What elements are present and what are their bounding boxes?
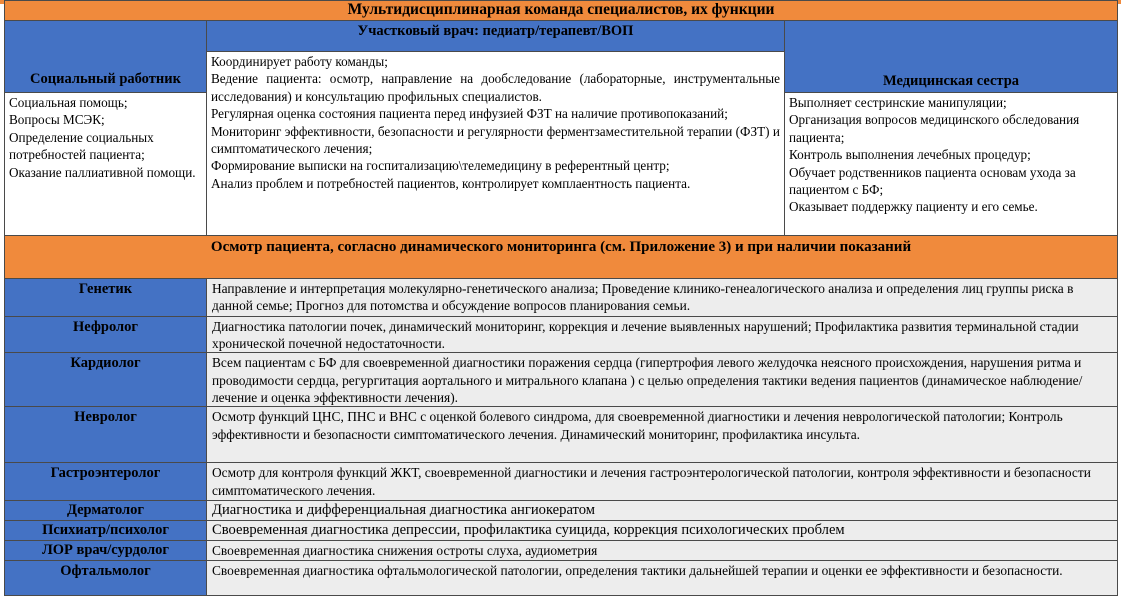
doctor-title: Участковый врач: педиатр/терапевт/ВОП [207, 21, 785, 52]
specialist-name-psychiatrist: Психиатр/психолог [5, 521, 207, 541]
specialist-name-cardiologist: Кардиолог [5, 353, 207, 407]
document [4, 0, 1117, 596]
specialist-desc-neurologist: Осмотр функций ЦНС, ПНС и ВНС с оценкой болевого синдрома, для своевременной диагностики и лечения неврологической патологии; Контроль эффективности и безопасности симптоматического лечения. Динамический мониторинг, профилактика инсульта. [207, 407, 1118, 463]
specialist-name-gastroenterologist: Гастроэнтеролог [5, 463, 207, 501]
doctor-functions-cell [207, 52, 785, 236]
specialist-desc-psychiatrist: Своевременная диагностика депрессии, профилактика суицида, коррекция психологических проблем [207, 521, 1118, 541]
exam-header: Осмотр пациента, согласно динамического мониторинга (см. Приложение 3) и при наличии показаний [5, 236, 1118, 279]
team-table [4, 0, 1118, 596]
table-title: Мультидисциплинарная команда специалистов, их функции [5, 1, 1118, 21]
nurse-header-cell [785, 21, 1118, 93]
doctor-function: Регулярная оценка состояния пациента перед инфузией ФЗТ на наличие противопоказаний; [211, 106, 728, 122]
specialist-desc-cardiologist: Всем пациентам с БФ для своевременной диагностики поражения сердца (гипертрофия левого желудочка неясного происхождения, нарушения ритма и проводимости сердца, регургитация аортального и митрального клапана ) с целью определения тактики ведения пациентов (динамическое наблюдение/ лечение и оценка эффективности лечения). [207, 353, 1118, 407]
nurse-function: Организация вопросов медицинского обследования пациента; [789, 112, 1080, 145]
doctor-function: Ведение пациента: осмотр, направление на дообследование (лабораторные, инструментальные исследования) и консультацию профильных специалистов. [211, 71, 780, 104]
social-worker-title: Социальный работник [30, 71, 181, 87]
specialist-name-ent: ЛОР врач/сурдолог [5, 541, 207, 561]
social-worker-function: Вопросы МСЭК; [9, 112, 105, 128]
social-worker-function: Социальная помощь; [9, 95, 128, 110]
specialist-desc-ent: Своевременная диагностика снижения остроты слуха, аудиометрия [207, 541, 1118, 561]
social-worker-functions-cell [5, 93, 207, 236]
doctor-function: Формирование выписки на госпитализацию\телемедицину в референтный центр; [211, 158, 670, 174]
nurse-functions-cell [785, 93, 1118, 236]
nurse-function: Контроль выполнения лечебных процедур; [789, 147, 1031, 163]
social-worker-function: Оказание паллиативной помощи. [9, 164, 196, 180]
social-worker-header-cell [5, 21, 207, 93]
specialist-desc-gastroenterologist: Осмотр для контроля функций ЖКТ, своевременной диагностики и лечения гастроэнтерологической патологии, контроля эффективности и безопасности симптоматического лечения. [207, 463, 1118, 501]
specialist-name-nephrologist: Нефролог [5, 317, 207, 353]
nurse-function: Выполняет сестринские манипуляции; [789, 95, 1007, 110]
specialist-name-genetic: Генетик [5, 279, 207, 317]
nurse-title: Медицинская сестра [882, 73, 1020, 89]
doctor-function: Анализ проблем и потребностей пациентов, контролирует комплаентность пациента. [211, 175, 691, 191]
specialist-desc-dermatologist: Диагностика и дифференциальная диагностика ангиокератом [207, 501, 1118, 521]
specialist-name-neurologist: Невролог [5, 407, 207, 463]
specialist-name-ophthalmologist: Офтальмолог [5, 561, 207, 596]
nurse-function: Оказывает поддержку пациенту и его семье. [789, 199, 1038, 215]
social-worker-function: Определение социальных потребностей пациента; [9, 129, 154, 163]
doctor-function: Мониторинг эффективности, безопасности и регулярности ферментзаместительной терапии (ФЗТ) и симптоматического лечения; [211, 123, 780, 157]
specialist-name-dermatologist: Дерматолог [5, 501, 207, 521]
specialist-desc-genetic: Направление и интерпретация молекулярно-генетического анализа; Проведение клинико-генеалогического анализа и определения лиц группы риска в данной семье; Прогноз для потомства и обсуждение вопросов планирования семьи. [207, 279, 1118, 317]
specialist-desc-ophthalmologist: Своевременная диагностика офтальмологической патологии, определения тактики дальнейшей терапии и оценки ее эффективности и безопасности. [207, 561, 1118, 596]
specialist-desc-nephrologist: Диагностика патологии почек, динамический мониторинг, коррекция и лечение выявленных нарушений; Профилактика развития терминальной стадии хронической почечной недостаточности. [207, 317, 1118, 353]
doctor-function: Координирует работу команды; [211, 54, 388, 69]
nurse-function: Обучает родственников пациента основам ухода за пациентом с БФ; [789, 164, 1076, 198]
